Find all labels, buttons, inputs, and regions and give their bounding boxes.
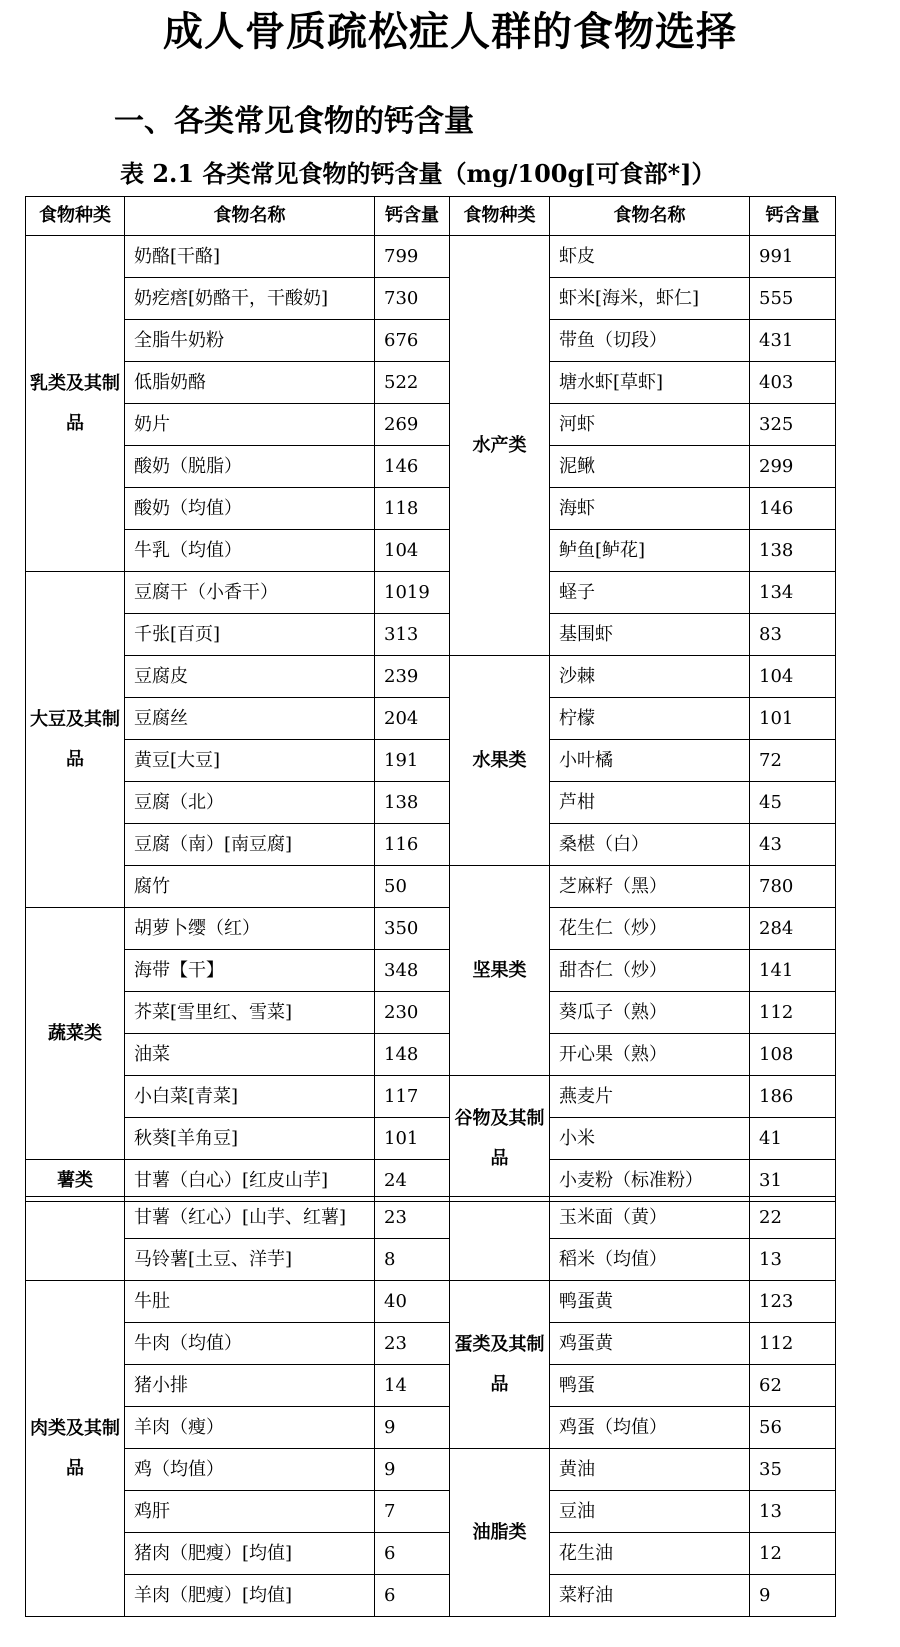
food-category-cell: 蔬菜类 (26, 908, 125, 1160)
food-name-cell: 油菜 (125, 1034, 375, 1076)
food-name-cell: 柠檬 (550, 698, 750, 740)
food-name-cell: 黄豆[大豆] (125, 740, 375, 782)
table-row (26, 320, 836, 362)
food-category-cell: 坚果类 (450, 866, 550, 1076)
table-row (26, 824, 836, 866)
calcium-value-cell: 134 (750, 572, 836, 614)
calcium-value-cell: 555 (750, 278, 836, 320)
table-row (26, 278, 836, 320)
calcium-value-cell: 146 (750, 488, 836, 530)
table-row (26, 1118, 836, 1160)
food-name-cell: 羊肉（瘦） (125, 1407, 375, 1449)
calcium-value-cell: 23 (375, 1197, 450, 1239)
table-row (26, 236, 836, 278)
food-name-cell: 奶疙瘩[奶酪干，干酸奶] (125, 278, 375, 320)
food-name-cell: 鸡（均值） (125, 1449, 375, 1491)
food-name-cell: 芝麻籽（黑） (550, 866, 750, 908)
calcium-value-cell: 141 (750, 950, 836, 992)
table-row (26, 404, 836, 446)
table-row (26, 1407, 836, 1449)
food-name-cell: 玉米面（黄） (550, 1197, 750, 1239)
food-name-cell: 马铃薯[土豆、洋芋] (125, 1239, 375, 1281)
calcium-value-cell: 138 (750, 530, 836, 572)
table-row (26, 488, 836, 530)
calcium-value-cell: 14 (375, 1365, 450, 1407)
calcium-value-cell: 13 (750, 1239, 836, 1281)
food-name-cell: 鸭蛋 (550, 1365, 750, 1407)
calcium-value-cell: 7 (375, 1491, 450, 1533)
food-category-cell: 薯类 (26, 1160, 125, 1202)
calcium-value-cell: 112 (750, 992, 836, 1034)
table-row (26, 1076, 836, 1118)
food-name-cell: 海带【干】 (125, 950, 375, 992)
food-name-cell: 鲈鱼[鲈花] (550, 530, 750, 572)
calcium-value-cell: 45 (750, 782, 836, 824)
food-name-cell: 稻米（均值） (550, 1239, 750, 1281)
calcium-value-cell: 104 (750, 656, 836, 698)
food-name-cell: 虾米[海米，虾仁] (550, 278, 750, 320)
calcium-value-cell: 350 (375, 908, 450, 950)
calcium-value-cell: 112 (750, 1323, 836, 1365)
food-name-cell: 低脂奶酪 (125, 362, 375, 404)
food-name-cell: 芥菜[雪里红、雪菜] (125, 992, 375, 1034)
calcium-value-cell: 6 (375, 1575, 450, 1617)
calcium-value-cell: 799 (375, 236, 450, 278)
calcium-value-cell: 325 (750, 404, 836, 446)
calcium-value-cell: 62 (750, 1365, 836, 1407)
table-header-row (26, 197, 836, 236)
table-row (26, 1281, 836, 1323)
food-category-cell: 大豆及其制品 (26, 572, 125, 908)
calcium-value-cell: 22 (750, 1197, 836, 1239)
calcium-value-cell: 730 (375, 278, 450, 320)
food-name-cell: 海虾 (550, 488, 750, 530)
calcium-value-cell: 6 (375, 1533, 450, 1575)
table-row (26, 572, 836, 614)
calcium-value-cell: 40 (375, 1281, 450, 1323)
calcium-value-cell: 12 (750, 1533, 836, 1575)
table-caption: 表 2.1 各类常见食物的钙含量（mg/100g[可食部*]） (120, 159, 716, 188)
calcium-value-cell: 431 (750, 320, 836, 362)
table-row (26, 530, 836, 572)
table-row (26, 866, 836, 908)
calcium-value-cell: 148 (375, 1034, 450, 1076)
table-row (26, 992, 836, 1034)
table-row (26, 1239, 836, 1281)
food-name-cell: 黄油 (550, 1449, 750, 1491)
table-row (26, 698, 836, 740)
food-name-cell: 菜籽油 (550, 1575, 750, 1617)
table-row (26, 362, 836, 404)
table-row (26, 1034, 836, 1076)
food-name-cell: 胡萝卜缨（红） (125, 908, 375, 950)
food-category-cell: 乳类及其制品 (26, 236, 125, 572)
food-name-cell: 腐竹 (125, 866, 375, 908)
calcium-value-cell: 191 (375, 740, 450, 782)
food-name-cell: 带鱼（切段） (550, 320, 750, 362)
table-row (26, 614, 836, 656)
table-row (26, 1449, 836, 1491)
calcium-value-cell: 403 (750, 362, 836, 404)
food-name-cell: 全脂牛奶粉 (125, 320, 375, 362)
food-name-cell: 小麦粉（标准粉） (550, 1160, 750, 1202)
food-category-cell: 水产类 (450, 236, 550, 656)
food-name-cell: 沙棘 (550, 656, 750, 698)
calcium-value-cell: 108 (750, 1034, 836, 1076)
calcium-value-cell: 9 (375, 1407, 450, 1449)
food-name-cell: 牛肉（均值） (125, 1323, 375, 1365)
table-row (26, 1365, 836, 1407)
header-food-category: 食物种类 (26, 197, 125, 236)
food-name-cell: 桑椹（白） (550, 824, 750, 866)
table-row (26, 656, 836, 698)
header-calcium: 钙含量 (750, 197, 836, 236)
food-name-cell: 猪肉（肥瘦）[均值] (125, 1533, 375, 1575)
calcium-value-cell: 780 (750, 866, 836, 908)
header-food-category: 食物种类 (450, 197, 550, 236)
calcium-value-cell: 9 (375, 1449, 450, 1491)
calcium-value-cell: 104 (375, 530, 450, 572)
food-name-cell: 泥鳅 (550, 446, 750, 488)
calcium-value-cell: 522 (375, 362, 450, 404)
food-category-cell (450, 1197, 550, 1281)
calcium-value-cell: 146 (375, 446, 450, 488)
food-name-cell: 豆油 (550, 1491, 750, 1533)
calcium-value-cell: 9 (750, 1575, 836, 1617)
calcium-value-cell: 101 (375, 1118, 450, 1160)
food-category-cell: 肉类及其制品 (26, 1281, 125, 1617)
food-category-cell: 谷物及其制品 (450, 1076, 550, 1202)
calcium-value-cell: 313 (375, 614, 450, 656)
calcium-value-cell: 991 (750, 236, 836, 278)
calcium-value-cell: 204 (375, 698, 450, 740)
food-name-cell: 豆腐干（小香干） (125, 572, 375, 614)
calcium-value-cell: 230 (375, 992, 450, 1034)
calcium-value-cell: 299 (750, 446, 836, 488)
calcium-value-cell: 117 (375, 1076, 450, 1118)
calcium-value-cell: 8 (375, 1239, 450, 1281)
table-row (26, 1197, 836, 1239)
calcium-value-cell: 56 (750, 1407, 836, 1449)
food-name-cell: 鸭蛋黄 (550, 1281, 750, 1323)
header-calcium: 钙含量 (375, 197, 450, 236)
calcium-value-cell: 239 (375, 656, 450, 698)
food-category-cell (26, 1197, 125, 1281)
food-name-cell: 羊肉（肥瘦）[均值] (125, 1575, 375, 1617)
table-row (26, 1575, 836, 1617)
food-name-cell: 基围虾 (550, 614, 750, 656)
food-name-cell: 小米 (550, 1118, 750, 1160)
calcium-value-cell: 1019 (375, 572, 450, 614)
food-name-cell: 牛肚 (125, 1281, 375, 1323)
calcium-value-cell: 43 (750, 824, 836, 866)
table-row (26, 950, 836, 992)
calcium-value-cell: 116 (375, 824, 450, 866)
calcium-table-part-2 (25, 1196, 836, 1617)
calcium-value-cell: 41 (750, 1118, 836, 1160)
calcium-value-cell: 35 (750, 1449, 836, 1491)
calcium-value-cell: 138 (375, 782, 450, 824)
food-name-cell: 小白菜[青菜] (125, 1076, 375, 1118)
food-name-cell: 千张[百页] (125, 614, 375, 656)
section-heading: 一、各类常见食物的钙含量 (114, 104, 474, 139)
calcium-value-cell: 348 (375, 950, 450, 992)
food-name-cell: 开心果（熟） (550, 1034, 750, 1076)
header-food-name: 食物名称 (550, 197, 750, 236)
calcium-value-cell: 23 (375, 1323, 450, 1365)
food-name-cell: 芦柑 (550, 782, 750, 824)
food-name-cell: 酸奶（脱脂） (125, 446, 375, 488)
calcium-value-cell: 83 (750, 614, 836, 656)
table-row (26, 782, 836, 824)
table-row (26, 446, 836, 488)
food-name-cell: 豆腐（南）[南豆腐] (125, 824, 375, 866)
food-name-cell: 小叶橘 (550, 740, 750, 782)
food-name-cell: 河虾 (550, 404, 750, 446)
food-name-cell: 燕麦片 (550, 1076, 750, 1118)
calcium-value-cell: 13 (750, 1491, 836, 1533)
food-name-cell: 花生油 (550, 1533, 750, 1575)
food-name-cell: 甜杏仁（炒） (550, 950, 750, 992)
food-name-cell: 鸡蛋黄 (550, 1323, 750, 1365)
food-name-cell: 猪小排 (125, 1365, 375, 1407)
food-name-cell: 葵瓜子（熟） (550, 992, 750, 1034)
food-name-cell: 牛乳（均值） (125, 530, 375, 572)
calcium-value-cell: 284 (750, 908, 836, 950)
food-name-cell: 花生仁（炒） (550, 908, 750, 950)
table-row (26, 1491, 836, 1533)
table-row (26, 1533, 836, 1575)
table-row (26, 740, 836, 782)
header-food-name: 食物名称 (125, 197, 375, 236)
food-name-cell: 豆腐丝 (125, 698, 375, 740)
food-name-cell: 鸡肝 (125, 1491, 375, 1533)
calcium-value-cell: 72 (750, 740, 836, 782)
food-name-cell: 奶酪[干酪] (125, 236, 375, 278)
calcium-value-cell: 101 (750, 698, 836, 740)
food-name-cell: 甘薯（白心）[红皮山芋] (125, 1160, 375, 1202)
table-row (26, 908, 836, 950)
calcium-value-cell: 31 (750, 1160, 836, 1202)
food-name-cell: 鸡蛋（均值） (550, 1407, 750, 1449)
food-category-cell: 蛋类及其制品 (450, 1281, 550, 1449)
food-name-cell: 甘薯（红心）[山芋、红薯] (125, 1197, 375, 1239)
calcium-value-cell: 24 (375, 1160, 450, 1202)
calcium-value-cell: 269 (375, 404, 450, 446)
food-name-cell: 塘水虾[草虾] (550, 362, 750, 404)
food-name-cell: 酸奶（均值） (125, 488, 375, 530)
food-name-cell: 豆腐（北） (125, 782, 375, 824)
food-name-cell: 虾皮 (550, 236, 750, 278)
table-row (26, 1323, 836, 1365)
food-name-cell: 豆腐皮 (125, 656, 375, 698)
calcium-value-cell: 676 (375, 320, 450, 362)
food-name-cell: 蛏子 (550, 572, 750, 614)
food-category-cell: 油脂类 (450, 1449, 550, 1617)
food-name-cell: 秋葵[羊角豆] (125, 1118, 375, 1160)
calcium-value-cell: 50 (375, 866, 450, 908)
calcium-value-cell: 186 (750, 1076, 836, 1118)
calcium-table-part-1 (25, 196, 836, 1202)
calcium-value-cell: 118 (375, 488, 450, 530)
page-title: 成人骨质疏松症人群的食物选择 (163, 9, 737, 55)
food-name-cell: 奶片 (125, 404, 375, 446)
food-category-cell: 水果类 (450, 656, 550, 866)
calcium-value-cell: 123 (750, 1281, 836, 1323)
